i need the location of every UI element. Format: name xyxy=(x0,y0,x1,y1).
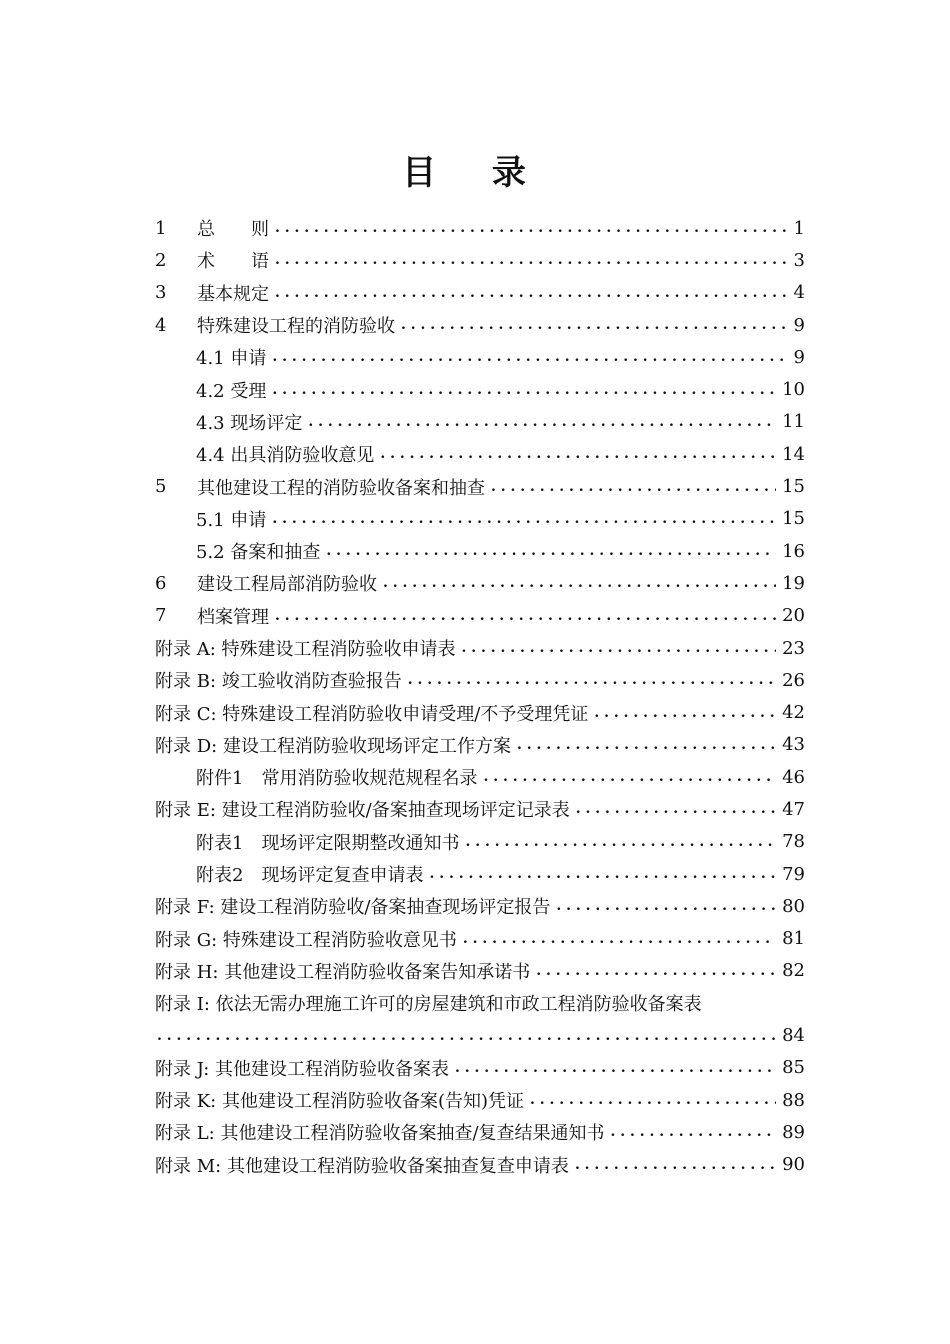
toc-number: 2 xyxy=(155,249,167,271)
toc-label: 附录 I: 依法无需办理施工许可的房屋建筑和市政工程消防验收备案表 xyxy=(155,994,702,1016)
toc-appendix-i[interactable] xyxy=(155,987,805,1019)
dot-leader xyxy=(491,478,776,496)
dot-leader xyxy=(463,930,776,948)
toc-attachment-d1[interactable] xyxy=(155,761,805,793)
toc-entry-4[interactable] xyxy=(155,309,805,341)
toc-schedule-e1[interactable] xyxy=(155,826,805,858)
toc-page-number: 14 xyxy=(782,443,805,465)
toc-entry-4-3[interactable] xyxy=(155,406,805,438)
dot-leader xyxy=(517,736,776,754)
toc-number: 7 xyxy=(155,605,167,627)
toc-page-number: 89 xyxy=(782,1121,805,1143)
toc-appendix-c[interactable] xyxy=(155,696,805,728)
dot-leader xyxy=(157,1027,776,1045)
toc-page-number: 43 xyxy=(782,734,805,756)
toc-label: 5.1 申请 xyxy=(196,509,267,531)
toc-label: 附录 A: 特殊建设工程消防验收申请表 xyxy=(155,639,456,660)
toc-page-number: 90 xyxy=(782,1154,805,1176)
toc-label: 总 则 xyxy=(197,219,269,241)
dot-leader xyxy=(272,348,787,366)
toc-entry-2[interactable] xyxy=(155,244,805,276)
toc-appendix-a[interactable] xyxy=(155,632,805,664)
toc-label: 附录 H: 其他建设工程消防验收备案告知承诺书 xyxy=(155,961,531,983)
toc-entry-4-1[interactable] xyxy=(155,341,805,373)
toc-label: 附录 F: 建设工程消防验收/备案抽查现场评定报告 xyxy=(155,897,551,919)
toc-appendix-d[interactable] xyxy=(155,729,805,761)
toc-page-number: 15 xyxy=(782,476,805,498)
dot-leader xyxy=(380,445,776,463)
toc-appendix-k[interactable] xyxy=(155,1084,805,1116)
dot-leader xyxy=(275,607,776,625)
toc-entry-1[interactable] xyxy=(155,212,805,244)
toc-appendix-g[interactable] xyxy=(155,923,805,955)
toc-label: 4.3 现场评定 xyxy=(196,412,303,434)
toc-appendix-i-continuation[interactable] xyxy=(155,1019,805,1051)
dot-leader xyxy=(429,865,776,883)
table-of-contents xyxy=(155,212,805,1181)
dot-leader xyxy=(275,219,787,237)
toc-page-number: 1 xyxy=(793,217,805,239)
toc-appendix-l[interactable] xyxy=(155,1116,805,1148)
dot-leader xyxy=(308,413,776,431)
toc-schedule-e2[interactable] xyxy=(155,858,805,890)
dot-leader xyxy=(594,704,776,722)
toc-label: 其他建设工程的消防验收备案和抽查 xyxy=(197,477,485,499)
dot-leader xyxy=(401,316,787,334)
toc-label: 附录 E: 建设工程消防验收/备案抽查现场评定记录表 xyxy=(155,800,570,822)
dot-leader xyxy=(483,768,776,786)
toc-label: 4.2 受理 xyxy=(196,380,267,402)
toc-page-number: 23 xyxy=(782,637,805,659)
dot-leader xyxy=(326,542,776,560)
dot-leader xyxy=(272,381,776,399)
toc-label: 建设工程局部消防验收 xyxy=(197,574,377,596)
dot-leader xyxy=(383,574,776,592)
toc-page-number: 11 xyxy=(782,411,805,433)
toc-page-number: 3 xyxy=(793,249,805,271)
toc-appendix-f[interactable] xyxy=(155,890,805,922)
toc-label: 特殊建设工程的消防验收 xyxy=(197,316,395,338)
toc-page-number: 16 xyxy=(782,540,805,562)
toc-number: 4 xyxy=(155,314,167,336)
toc-page-number: 9 xyxy=(793,346,805,368)
toc-label: 附表2 现场评定复查申请表 xyxy=(196,865,424,887)
toc-appendix-e[interactable] xyxy=(155,793,805,825)
toc-number: 6 xyxy=(155,572,167,594)
dot-leader xyxy=(275,251,787,269)
toc-label: 4.4 出具消防验收意见 xyxy=(196,445,375,467)
toc-entry-5[interactable] xyxy=(155,470,805,502)
toc-page-number: 10 xyxy=(782,379,805,401)
toc-page-number: 79 xyxy=(782,863,805,885)
toc-label: 附录 D: 建设工程消防验收现场评定工作方案 xyxy=(155,735,511,757)
toc-label: 档案管理 xyxy=(197,606,269,628)
toc-entry-4-4[interactable] xyxy=(155,438,805,470)
toc-entry-5-1[interactable] xyxy=(155,503,805,535)
toc-label: 附录 C: 特殊建设工程消防验收申请受理/不予受理凭证 xyxy=(155,703,589,725)
toc-appendix-j[interactable] xyxy=(155,1052,805,1084)
toc-entry-3[interactable] xyxy=(155,277,805,309)
toc-label: 基本规定 xyxy=(197,283,269,305)
toc-page-number: 78 xyxy=(782,831,805,853)
toc-page-number: 82 xyxy=(782,960,805,982)
dot-leader xyxy=(465,833,776,851)
toc-label: 附表1 现场评定限期整改通知书 xyxy=(196,832,460,854)
toc-page-number: 80 xyxy=(782,895,805,917)
toc-page-number: 88 xyxy=(782,1089,805,1111)
dot-leader xyxy=(576,800,776,818)
toc-page-number: 42 xyxy=(782,702,805,724)
dot-leader xyxy=(556,897,776,915)
dot-leader xyxy=(575,1156,776,1174)
toc-page-number: 15 xyxy=(782,508,805,530)
toc-page-number: 47 xyxy=(782,798,805,820)
toc-page-number: 81 xyxy=(782,928,805,950)
toc-page-number: 9 xyxy=(793,314,805,336)
dot-leader xyxy=(611,1123,777,1141)
page-title: 目 录 xyxy=(402,153,548,193)
toc-number: 1 xyxy=(155,217,167,239)
dot-leader xyxy=(530,1091,776,1109)
toc-appendix-m[interactable] xyxy=(155,1149,805,1181)
toc-label: 4.1 申请 xyxy=(196,348,267,370)
toc-appendix-b[interactable] xyxy=(155,664,805,696)
toc-page-number: 26 xyxy=(782,669,805,691)
toc-label: 附录 J: 其他建设工程消防验收备案表 xyxy=(155,1058,449,1080)
toc-entry-6[interactable] xyxy=(155,567,805,599)
toc-label: 附录 B: 竣工验收消防查验报告 xyxy=(155,671,402,693)
toc-label: 附录 K: 其他建设工程消防验收备案(告知)凭证 xyxy=(155,1091,524,1113)
toc-page-number: 46 xyxy=(782,766,805,788)
toc-label: 附件1 常用消防验收规范规程名录 xyxy=(196,768,478,790)
toc-label: 5.2 备案和抽查 xyxy=(196,542,321,564)
toc-label: 附录 M: 其他建设工程消防验收备案抽查复查申请表 xyxy=(155,1155,569,1177)
toc-label: 附录 G: 特殊建设工程消防验收意见书 xyxy=(155,929,457,951)
dot-leader xyxy=(275,284,787,302)
toc-entry-4-2[interactable] xyxy=(155,373,805,405)
toc-page-number: 4 xyxy=(793,282,805,304)
toc-entry-5-2[interactable] xyxy=(155,535,805,567)
dot-leader xyxy=(455,1059,776,1077)
toc-page-number: 19 xyxy=(782,572,805,594)
toc-page-number: 85 xyxy=(782,1057,805,1079)
toc-label: 术 语 xyxy=(197,251,269,273)
toc-page-number: 84 xyxy=(782,1025,805,1047)
toc-number: 3 xyxy=(155,282,167,304)
dot-leader xyxy=(408,671,776,689)
toc-appendix-h[interactable] xyxy=(155,955,805,987)
dot-leader xyxy=(462,639,777,657)
toc-entry-7[interactable] xyxy=(155,600,805,632)
toc-page-number: 20 xyxy=(782,605,805,627)
dot-leader xyxy=(536,962,776,980)
toc-number: 5 xyxy=(155,476,167,498)
toc-label: 附录 L: 其他建设工程消防验收备案抽查/复查结果通知书 xyxy=(155,1123,605,1145)
dot-leader xyxy=(272,510,776,528)
